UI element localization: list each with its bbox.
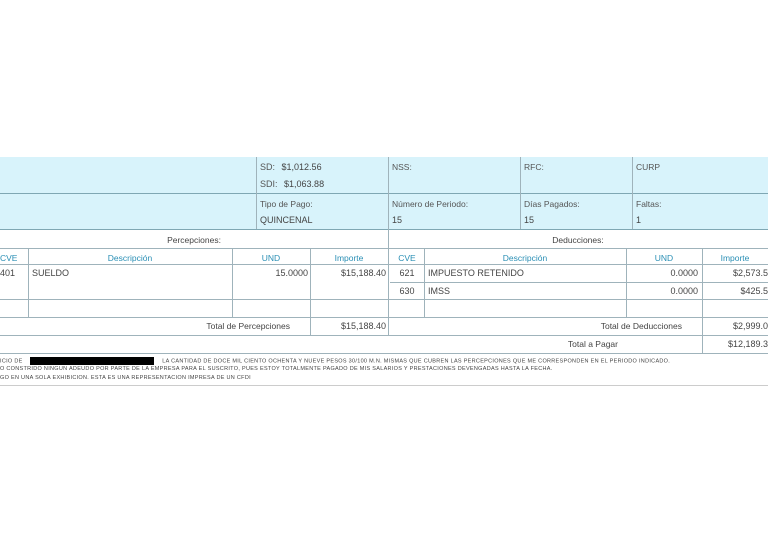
divider — [0, 317, 768, 318]
divider — [0, 264, 768, 265]
divider — [0, 353, 768, 354]
divider — [702, 248, 703, 353]
divider — [0, 229, 768, 230]
ded-row-cve: 621 — [399, 268, 415, 278]
dias-value: 15 — [524, 215, 535, 225]
ded-row-desc: IMPUESTO RETENIDO — [428, 268, 524, 278]
ded-row-cve: 630 — [399, 286, 415, 296]
ded-row-importe: $2,573.5 — [732, 268, 768, 278]
perc-row-cve: 401 — [0, 268, 16, 278]
total-percepciones-value: $15,188.40 — [340, 321, 386, 331]
perc-row-importe: $15,188.40 — [340, 268, 386, 278]
perc-header-cve: CVE — [0, 253, 18, 263]
tipo-pago-label: Tipo de Pago: — [260, 199, 313, 209]
divider — [390, 282, 768, 283]
tipo-pago-value: QUINCENAL — [260, 215, 313, 225]
ded-header-cve: CVE — [398, 253, 416, 263]
total-pagar-label: Total a Pagar — [567, 339, 618, 349]
footer-line-1: ICIO DE LA CANTIDAD DE DOCE MIL CIENTO OCHENTA Y NUEVE PESOS 30/100 M.N. MISMAS QUE CUBREN LAS PERCEPCIONES QUE ME CORRESPONDEN EN EL PERIODO INDICADO. — [0, 358, 671, 365]
redaction-bar — [30, 357, 154, 365]
curp-label: CURP — [636, 162, 661, 172]
perc-header-importe: Importe — [334, 253, 364, 263]
divider — [28, 248, 29, 317]
perc-header-desc: Descripción — [107, 253, 153, 263]
rfc-label: RFC: — [524, 162, 544, 172]
footer-line-3: GO EN UNA SOLA EXHIBICION. ESTA ES UNA REPRESENTACION IMPRESA DE UN CFDI — [0, 375, 251, 381]
periodo-label: Número de Periodo: — [392, 199, 469, 209]
perc-header-und: UND — [261, 253, 281, 263]
divider — [256, 157, 257, 229]
dias-label: Días Pagados: — [524, 199, 580, 209]
nss-label: NSS: — [392, 162, 412, 172]
divider — [0, 248, 768, 249]
ded-header-importe: Importe — [720, 253, 750, 263]
ded-row-und: 0.0000 — [670, 286, 698, 296]
total-deducciones-label: Total de Deducciones — [600, 321, 682, 331]
sdi-field: SDI: $1,063.88 — [260, 179, 325, 189]
ded-header-desc: Descripción — [502, 253, 548, 263]
divider — [626, 248, 627, 317]
total-deducciones-value: $2,999.0 — [732, 321, 768, 331]
ded-header-und: UND — [654, 253, 674, 263]
divider — [232, 248, 233, 317]
deducciones-title: Deducciones: — [552, 235, 604, 245]
faltas-label: Faltas: — [636, 199, 662, 209]
ded-row-importe: $425.5 — [740, 286, 768, 296]
total-pagar-value: $12,189.3 — [727, 339, 768, 349]
divider — [520, 157, 521, 229]
periodo-value: 15 — [392, 215, 403, 225]
divider — [0, 335, 768, 336]
perc-row-desc: SUELDO — [32, 268, 70, 278]
ded-row-und: 0.0000 — [670, 268, 698, 278]
divider — [0, 193, 768, 194]
divider — [0, 299, 768, 300]
divider — [424, 248, 425, 317]
percepciones-title: Percepciones: — [167, 235, 221, 245]
divider — [388, 229, 389, 335]
divider — [632, 157, 633, 229]
perc-row-und: 15.0000 — [275, 268, 308, 278]
ded-row-desc: IMSS — [428, 286, 451, 296]
sd-field: SD: $1,012.56 — [260, 162, 322, 172]
footer-line-2: O CONSTRIDO NINGUN ADEUDO POR PARTE DE LA EMPRESA PARA EL SUSCRITO, PUES ESTOY TOTALMENTE PAGADO DE MIS SALARIOS Y PRESTACIONES DEVENGADAS HASTA LA FECHA. — [0, 366, 553, 372]
divider — [0, 385, 768, 386]
total-percepciones-label: Total de Percepciones — [206, 321, 290, 331]
faltas-value: 1 — [636, 215, 642, 225]
divider — [388, 157, 389, 229]
